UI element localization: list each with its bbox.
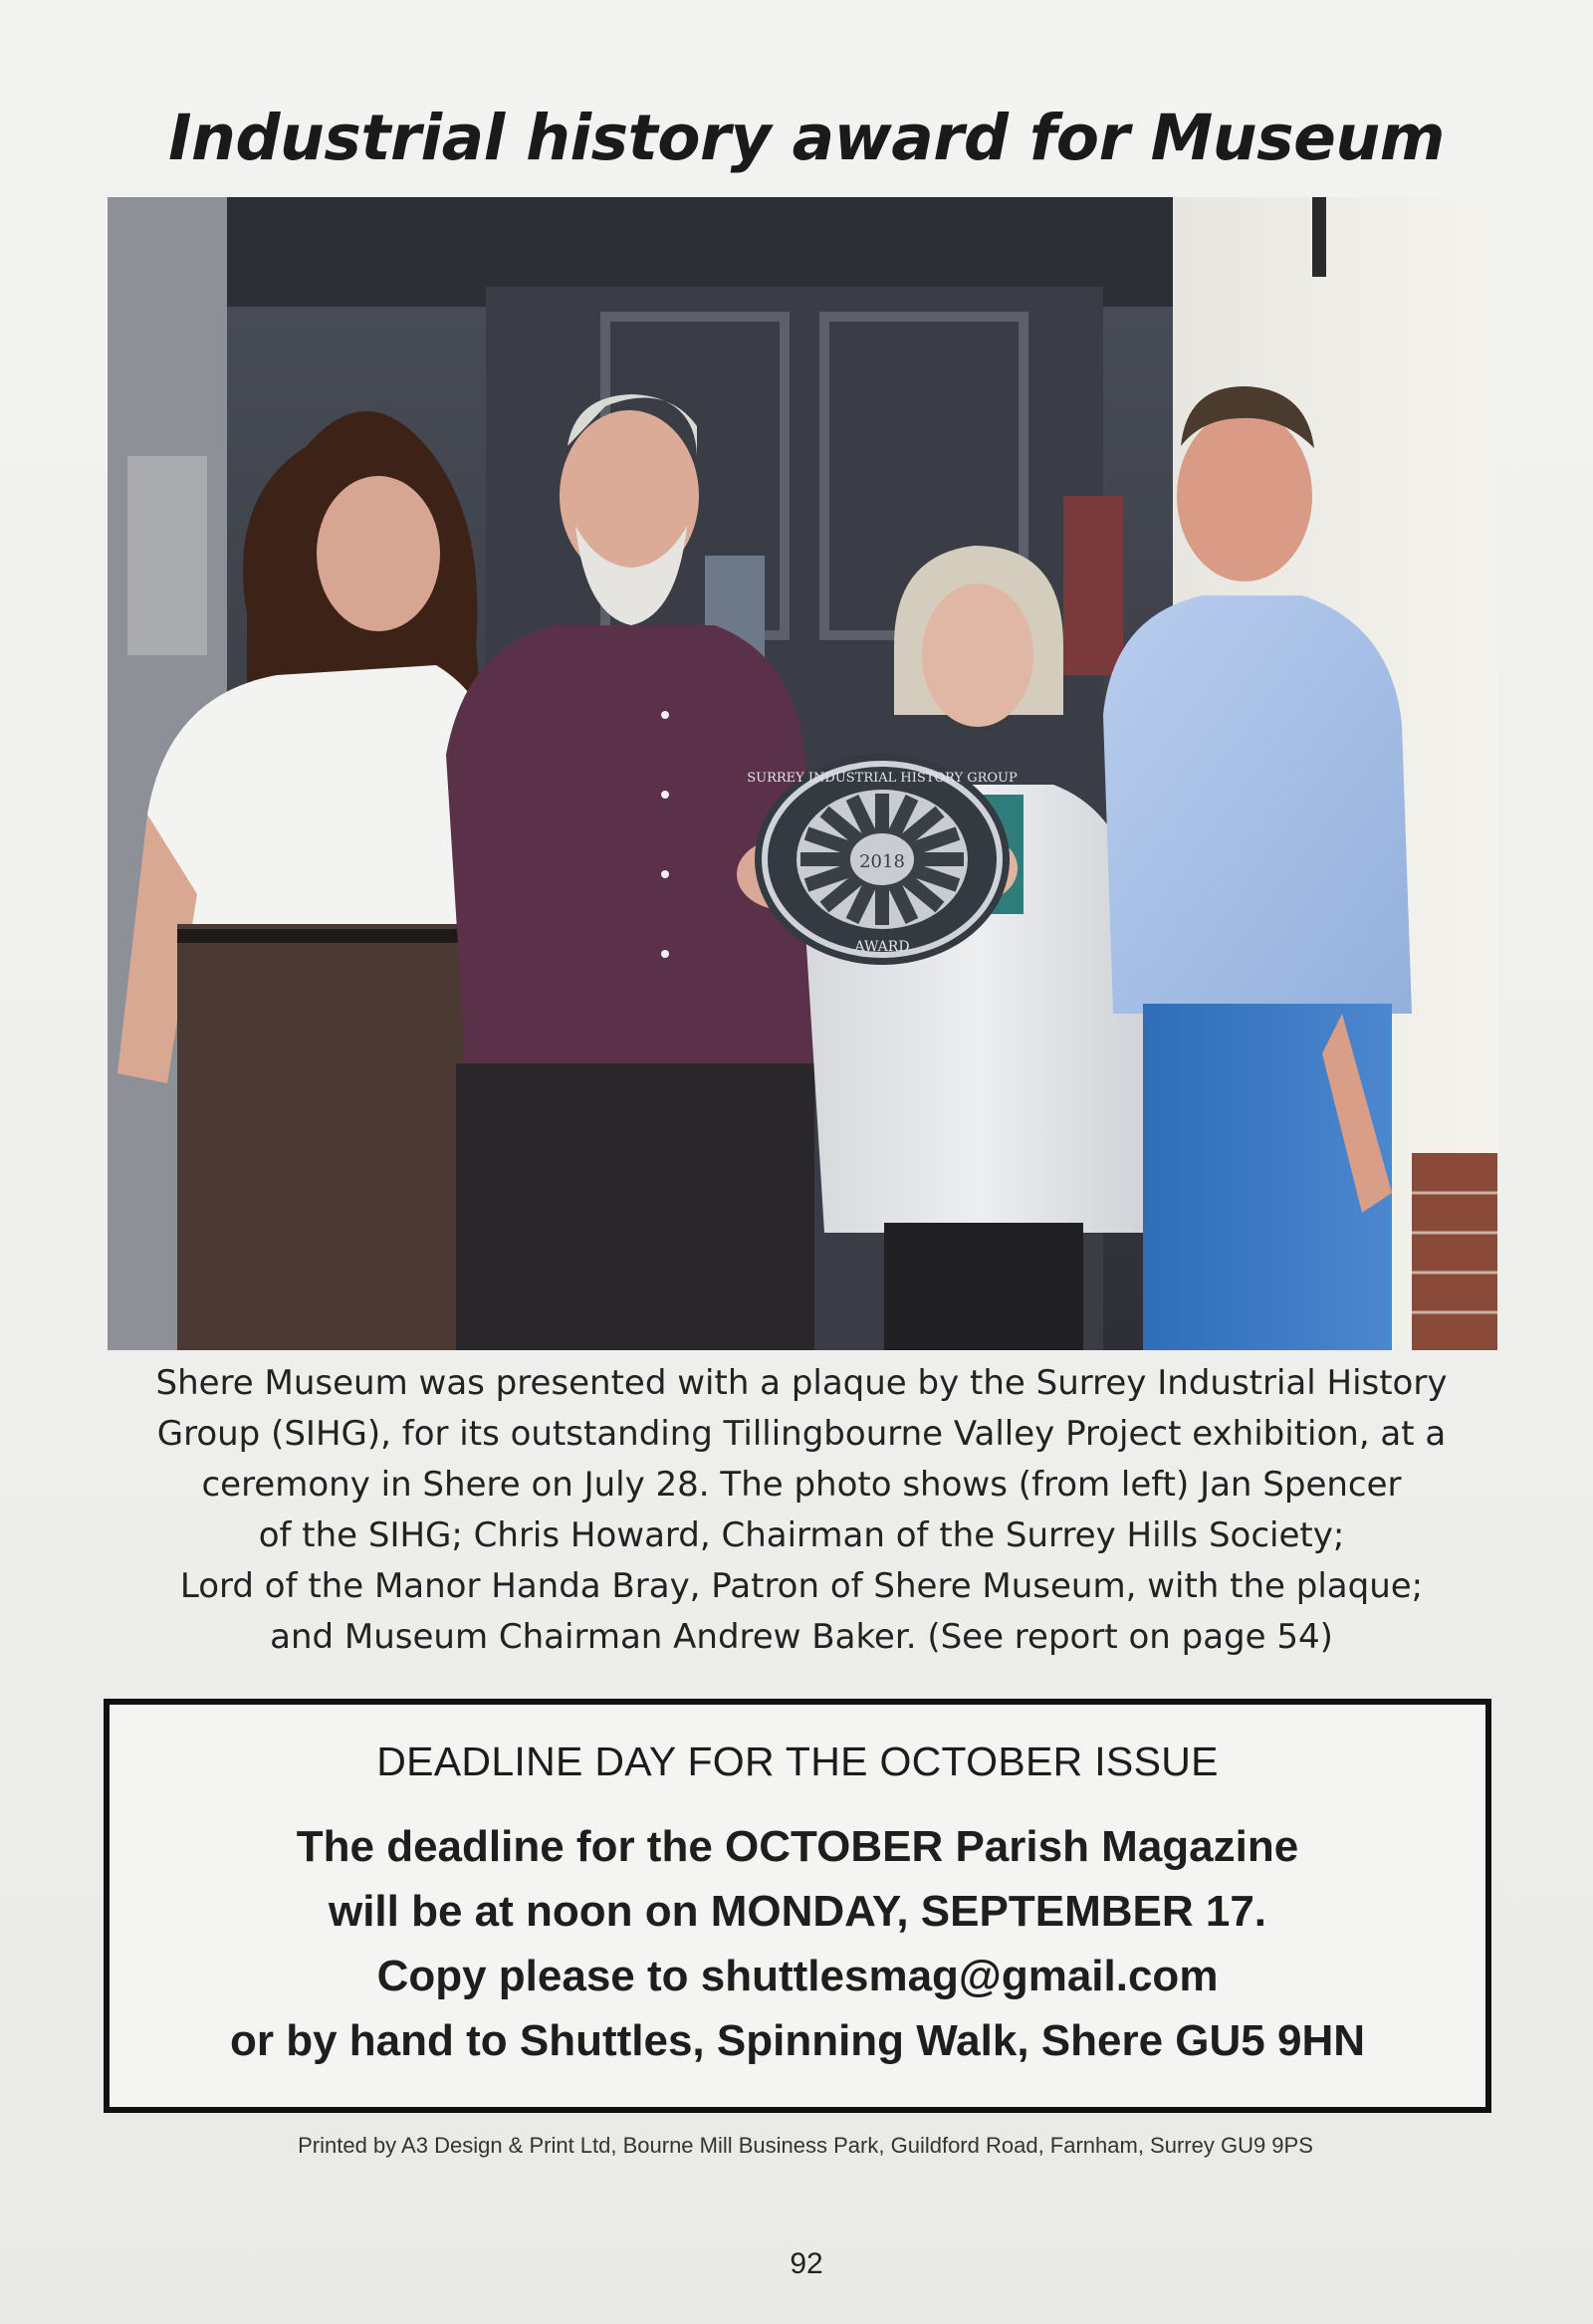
article-title: Industrial history award for Museum bbox=[168, 102, 1445, 174]
photo-illustration bbox=[108, 197, 1497, 1350]
caption-line: Shere Museum was presented with a plaque by the Surrey Industrial History bbox=[155, 1363, 1448, 1403]
notice-heading: DEADLINE DAY FOR THE OCTOBER ISSUE bbox=[376, 1739, 1219, 1784]
plaque-top-text: SURREY INDUSTRIAL HISTORY GROUP bbox=[747, 771, 1018, 786]
caption-line: Group (SIHG), for its outstanding Tillingbourne Valley Project exhibition, at a bbox=[156, 1414, 1447, 1454]
photo-caption bbox=[100, 1358, 1503, 1663]
notice-line: or by hand to Shuttles, Spinning Walk, Shere GU5 9HN bbox=[229, 2016, 1366, 2065]
notice-body bbox=[110, 1814, 1485, 2073]
caption-line: Lord of the Manor Handa Bray, Patron of Shere Museum, with the plaque; bbox=[179, 1566, 1424, 1606]
notice-line: The deadline for the OCTOBER Parish Magazine bbox=[296, 1822, 1299, 1871]
page-number: 92 bbox=[790, 2247, 823, 2280]
caption-line: of the SIHG; Chris Howard, Chairman of the Surrey Hills Society; bbox=[258, 1515, 1345, 1555]
notice-line: will be at noon on MONDAY, SEPTEMBER 17. bbox=[328, 1887, 1267, 1936]
notice-line: Copy please to shuttlesmag@gmail.com bbox=[376, 1952, 1219, 2000]
caption-line: ceremony in Shere on July 28. The photo shows (from left) Jan Spencer bbox=[201, 1465, 1402, 1505]
award-photo bbox=[108, 197, 1497, 1350]
caption-line: and Museum Chairman Andrew Baker. (See report on page 54) bbox=[270, 1617, 1333, 1657]
plaque-bottom-text: AWARD bbox=[854, 939, 910, 955]
printer-credit: Printed by A3 Design & Print Ltd, Bourne Mill Business Park, Guildford Road, Farnham, Surrey GU9 9PS bbox=[298, 2133, 1313, 2158]
plaque-year: 2018 bbox=[859, 851, 905, 872]
deadline-notice-box bbox=[104, 1699, 1491, 2113]
